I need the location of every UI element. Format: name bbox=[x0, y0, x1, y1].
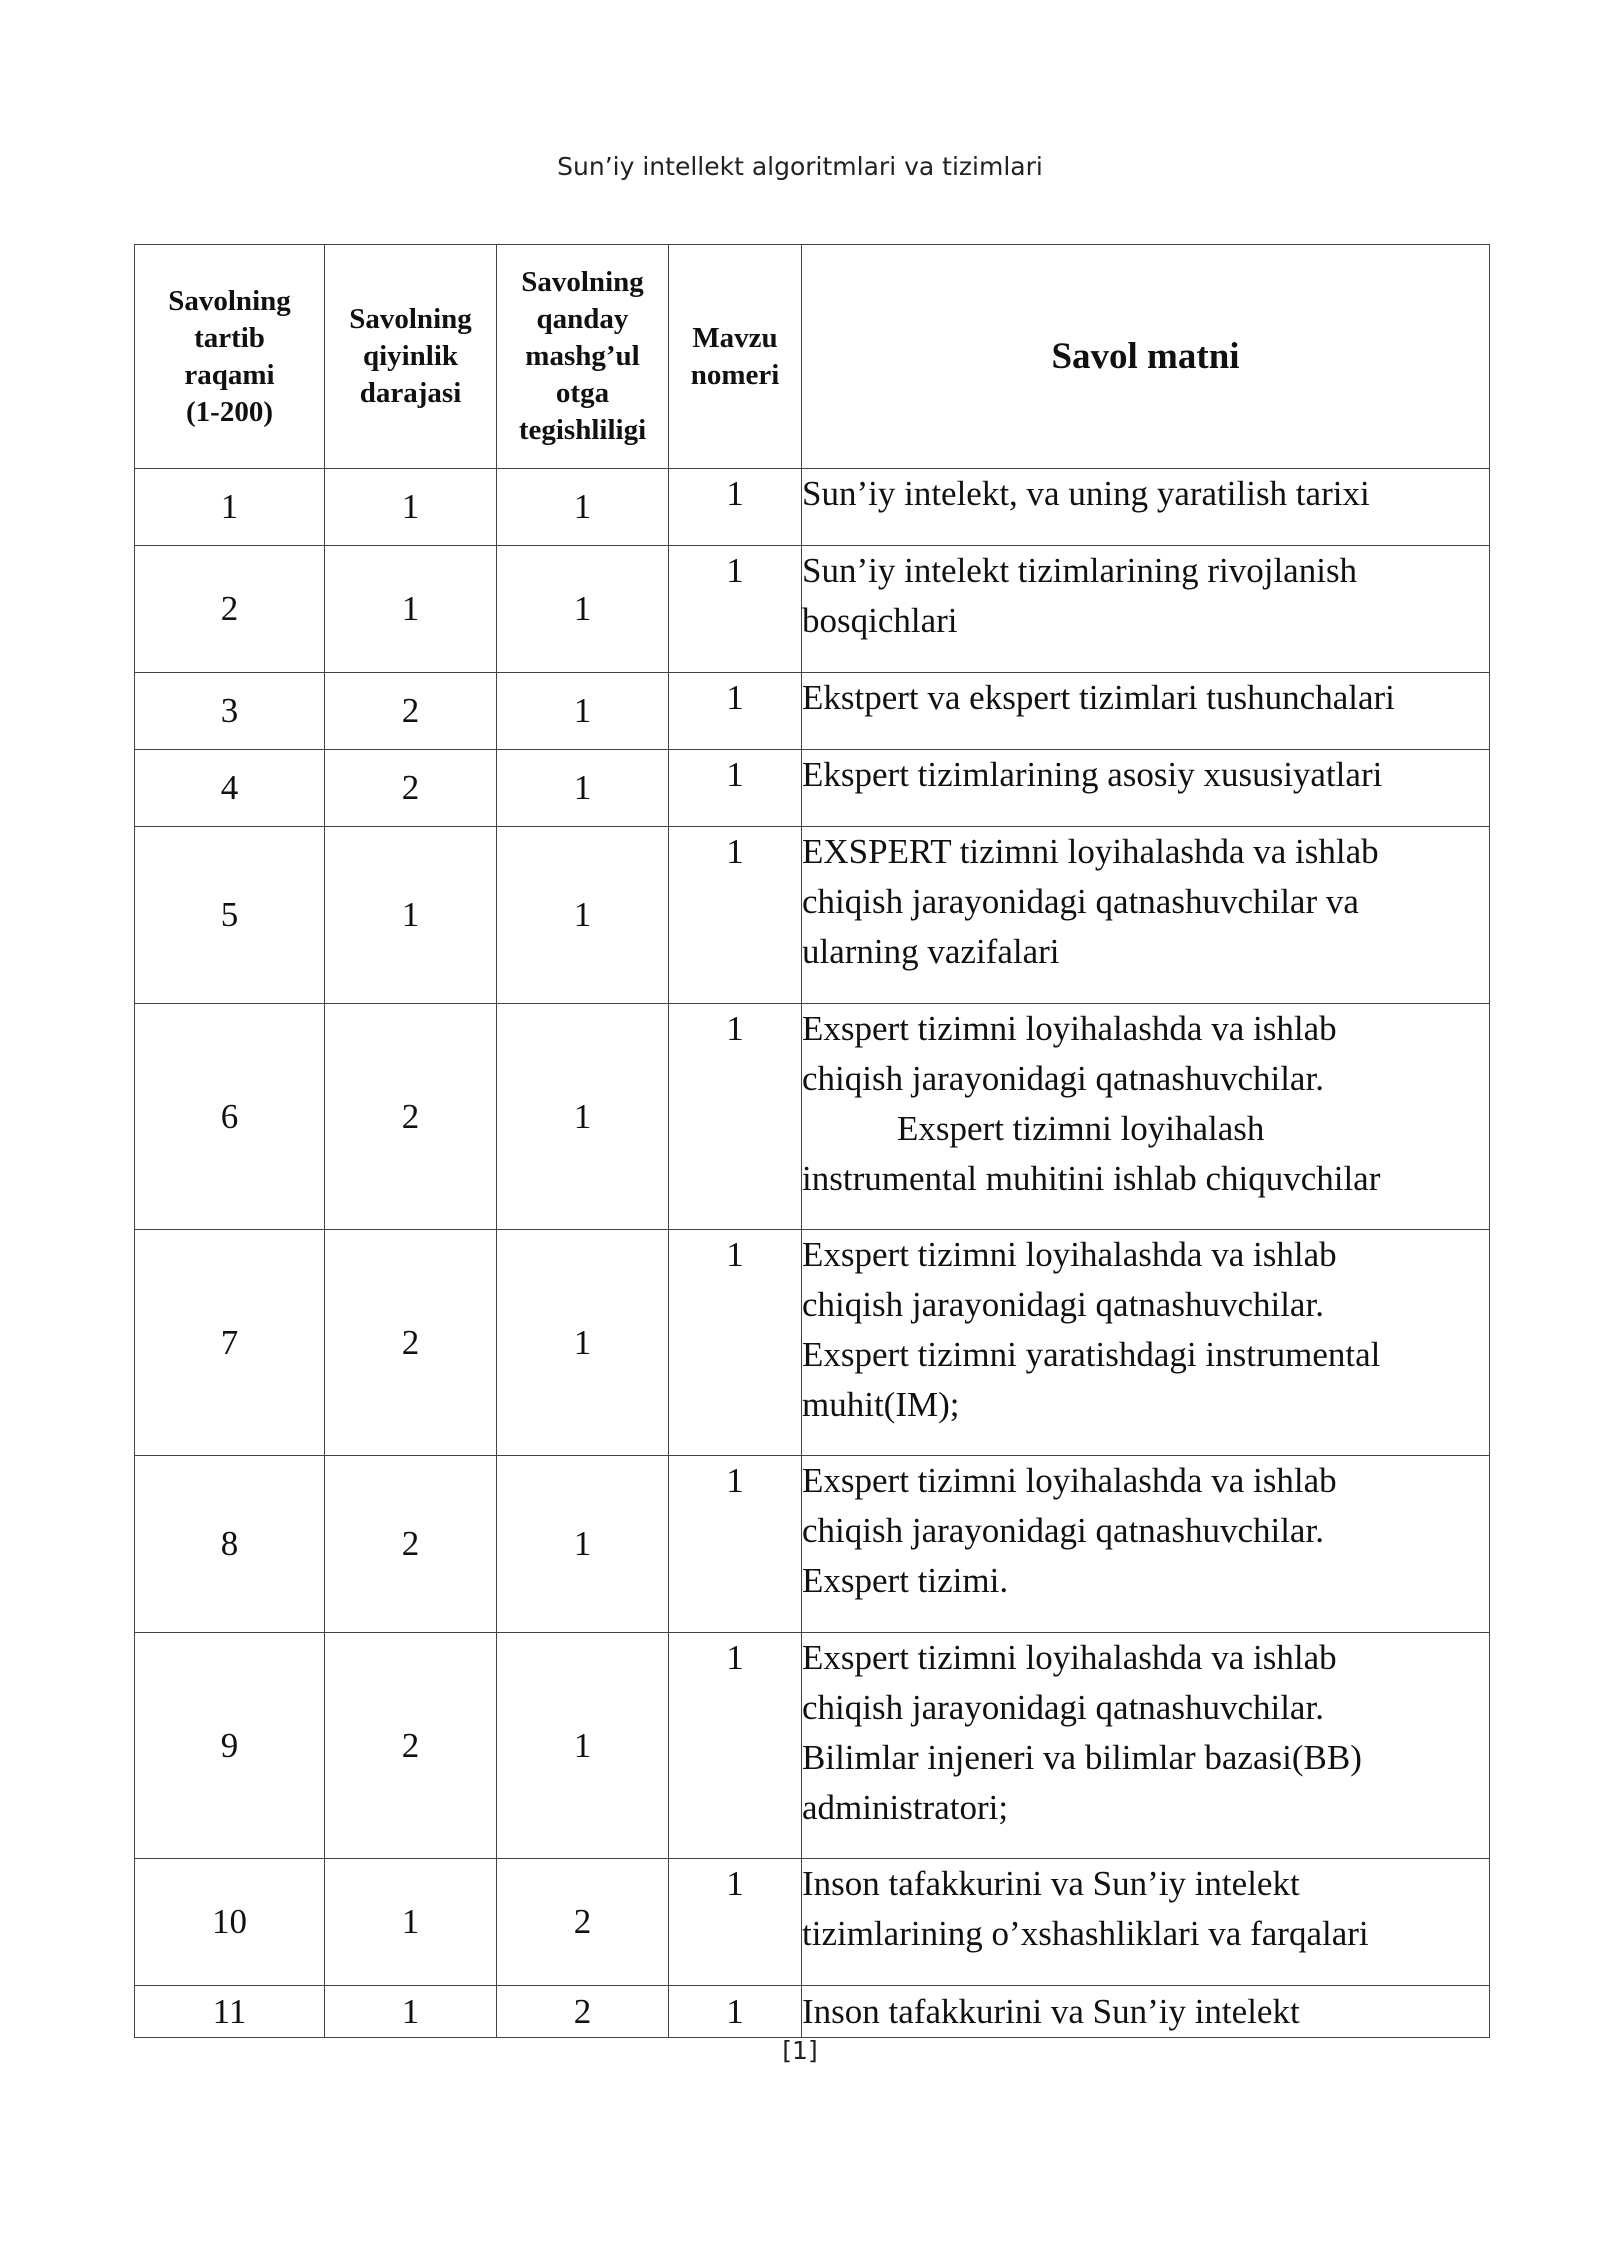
header-topic bbox=[669, 245, 802, 469]
cell-number: 10 bbox=[135, 1859, 325, 1986]
header-line: Savolning bbox=[349, 303, 472, 335]
header-difficulty bbox=[325, 245, 497, 469]
cell-topic: 1 bbox=[669, 469, 802, 546]
questions-table bbox=[134, 244, 1490, 2038]
question-text-line: Ekstpert va ekspert tizimlari tushunchalari bbox=[802, 678, 1395, 717]
table-row bbox=[135, 1004, 1490, 1230]
question-text-line: chiqish jarayonidagi qatnashuvchilar va bbox=[802, 882, 1359, 921]
cell-question-text bbox=[802, 673, 1490, 750]
question-text-line: bosqichlari bbox=[802, 601, 958, 640]
question-text-line: Exspert tizimni loyihalashda va ishlab bbox=[802, 1461, 1337, 1500]
cell-question-text bbox=[802, 1633, 1490, 1859]
cell-topic: 1 bbox=[669, 1230, 802, 1456]
question-text-line: Inson tafakkurini va Sun’iy intelekt bbox=[802, 1991, 1300, 2031]
cell-question-text bbox=[802, 1456, 1490, 1633]
question-text-line: EXSPERT tizimni loyihalashda va ishlab bbox=[802, 832, 1379, 871]
header-line: darajasi bbox=[359, 377, 462, 409]
cell-number: 5 bbox=[135, 827, 325, 1004]
cell-topic: 1 bbox=[669, 673, 802, 750]
question-text-line: Sun’iy intelekt, va uning yaratilish tarixi bbox=[802, 474, 1370, 513]
cell-topic: 1 bbox=[669, 546, 802, 673]
question-text-line: Exspert tizimni loyihalashda va ishlab bbox=[802, 1638, 1337, 1677]
question-text-line: chiqish jarayonidagi qatnashuvchilar. bbox=[802, 1688, 1324, 1727]
cell-question-text bbox=[802, 750, 1490, 827]
table-row bbox=[135, 673, 1490, 750]
cell-lesson: 1 bbox=[497, 673, 669, 750]
question-text-line: Bilimlar injeneri va bilimlar bazasi(BB) bbox=[802, 1738, 1362, 1777]
cell-lesson: 1 bbox=[497, 546, 669, 673]
question-text-line: Exspert tizimni loyihalashda va ishlab bbox=[802, 1235, 1337, 1274]
cell-number: 2 bbox=[135, 546, 325, 673]
cell-difficulty: 1 bbox=[325, 1986, 497, 2038]
table-row bbox=[135, 1986, 1490, 2038]
header-line: qiyinlik bbox=[362, 340, 459, 372]
header-question-text bbox=[802, 245, 1490, 469]
cell-topic: 1 bbox=[669, 1859, 802, 1986]
cell-lesson: 1 bbox=[497, 827, 669, 1004]
cell-lesson: 1 bbox=[497, 1633, 669, 1859]
header-line: Savol matni bbox=[1051, 336, 1240, 377]
cell-question-text bbox=[802, 827, 1490, 1004]
question-text-line: chiqish jarayonidagi qatnashuvchilar. bbox=[802, 1285, 1324, 1324]
table-row bbox=[135, 1633, 1490, 1859]
question-text-line: instrumental muhitini ishlab chiquvchilar bbox=[802, 1159, 1381, 1198]
cell-number: 1 bbox=[135, 469, 325, 546]
table-row bbox=[135, 546, 1490, 673]
cell-difficulty: 1 bbox=[325, 1859, 497, 1986]
cell-difficulty: 2 bbox=[325, 673, 497, 750]
question-text-line: ularning vazifalari bbox=[802, 932, 1060, 971]
cell-lesson: 1 bbox=[497, 1004, 669, 1230]
header-row bbox=[135, 245, 1490, 469]
cell-difficulty: 1 bbox=[325, 469, 497, 546]
table-row bbox=[135, 827, 1490, 1004]
header-line: Savolning bbox=[168, 284, 291, 317]
cell-lesson: 1 bbox=[497, 1456, 669, 1633]
question-text-line: Exspert tizimni yaratishdagi instrumental bbox=[802, 1335, 1381, 1374]
header-number bbox=[135, 245, 325, 469]
page-number: [1] bbox=[782, 2036, 818, 2065]
header-line: mashg’ul bbox=[525, 340, 640, 372]
table-row bbox=[135, 1456, 1490, 1633]
header-line: qanday bbox=[536, 303, 629, 335]
table-row bbox=[135, 469, 1490, 546]
page-title: Sun’iy intellekt algoritmlari va tizimlari bbox=[557, 152, 1043, 181]
cell-difficulty: 2 bbox=[325, 750, 497, 827]
cell-lesson: 2 bbox=[497, 1986, 669, 2038]
table-body bbox=[135, 469, 1490, 2038]
question-text-line: Ekspert tizimlarining asosiy xususiyatlari bbox=[802, 755, 1383, 794]
header-line: otga bbox=[555, 377, 610, 409]
cell-difficulty: 2 bbox=[325, 1004, 497, 1230]
table-row bbox=[135, 1859, 1490, 1986]
cell-lesson: 1 bbox=[497, 750, 669, 827]
question-text-line: chiqish jarayonidagi qatnashuvchilar. bbox=[802, 1059, 1324, 1098]
cell-topic: 1 bbox=[669, 1456, 802, 1633]
cell-topic: 1 bbox=[669, 1986, 802, 2038]
cell-difficulty: 2 bbox=[325, 1230, 497, 1456]
cell-number: 9 bbox=[135, 1633, 325, 1859]
cell-question-text bbox=[802, 1986, 1490, 2038]
cell-difficulty: 1 bbox=[325, 827, 497, 1004]
cell-lesson: 2 bbox=[497, 1859, 669, 1986]
cell-difficulty: 1 bbox=[325, 546, 497, 673]
cell-lesson: 1 bbox=[497, 469, 669, 546]
cell-question-text bbox=[802, 1230, 1490, 1456]
cell-question-text bbox=[802, 469, 1490, 546]
cell-number: 4 bbox=[135, 750, 325, 827]
header-line: nomeri bbox=[690, 358, 780, 391]
cell-number: 6 bbox=[135, 1004, 325, 1230]
cell-topic: 1 bbox=[669, 1004, 802, 1230]
table-row bbox=[135, 750, 1490, 827]
cell-question-text bbox=[802, 1004, 1490, 1230]
cell-number: 11 bbox=[135, 1986, 325, 2038]
header-line: tartib bbox=[194, 321, 265, 354]
table-row bbox=[135, 1230, 1490, 1456]
question-text-line: Inson tafakkurini va Sun’iy intelekt bbox=[802, 1864, 1300, 1903]
question-text-line: Exspert tizimni loyihalash bbox=[897, 1109, 1265, 1148]
cell-number: 3 bbox=[135, 673, 325, 750]
cell-topic: 1 bbox=[669, 827, 802, 1004]
header-line: Savolning bbox=[521, 266, 644, 298]
header-line: Mavzu bbox=[692, 321, 778, 354]
cell-difficulty: 2 bbox=[325, 1456, 497, 1633]
cell-topic: 1 bbox=[669, 1633, 802, 1859]
header-line: (1-200) bbox=[186, 395, 273, 428]
cell-topic: 1 bbox=[669, 750, 802, 827]
cell-difficulty: 2 bbox=[325, 1633, 497, 1859]
cell-question-text bbox=[802, 1859, 1490, 1986]
question-text-line: tizimlarining o’xshashliklari va farqalari bbox=[802, 1914, 1369, 1953]
header-lesson bbox=[497, 245, 669, 469]
cell-number: 7 bbox=[135, 1230, 325, 1456]
question-text-line: chiqish jarayonidagi qatnashuvchilar. bbox=[802, 1511, 1324, 1550]
question-text-line: administratori; bbox=[802, 1788, 1009, 1827]
question-text-line: Sun’iy intelekt tizimlarining rivojlanish bbox=[802, 551, 1358, 590]
cell-lesson: 1 bbox=[497, 1230, 669, 1456]
question-text-line: Exspert tizimi. bbox=[802, 1561, 1009, 1600]
question-text-line: Exspert tizimni loyihalashda va ishlab bbox=[802, 1009, 1337, 1048]
header-line: tegishliligi bbox=[518, 414, 647, 446]
cell-number: 8 bbox=[135, 1456, 325, 1633]
header-line: raqami bbox=[184, 358, 275, 391]
cell-question-text bbox=[802, 546, 1490, 673]
question-text-line: muhit(IM); bbox=[802, 1385, 960, 1424]
